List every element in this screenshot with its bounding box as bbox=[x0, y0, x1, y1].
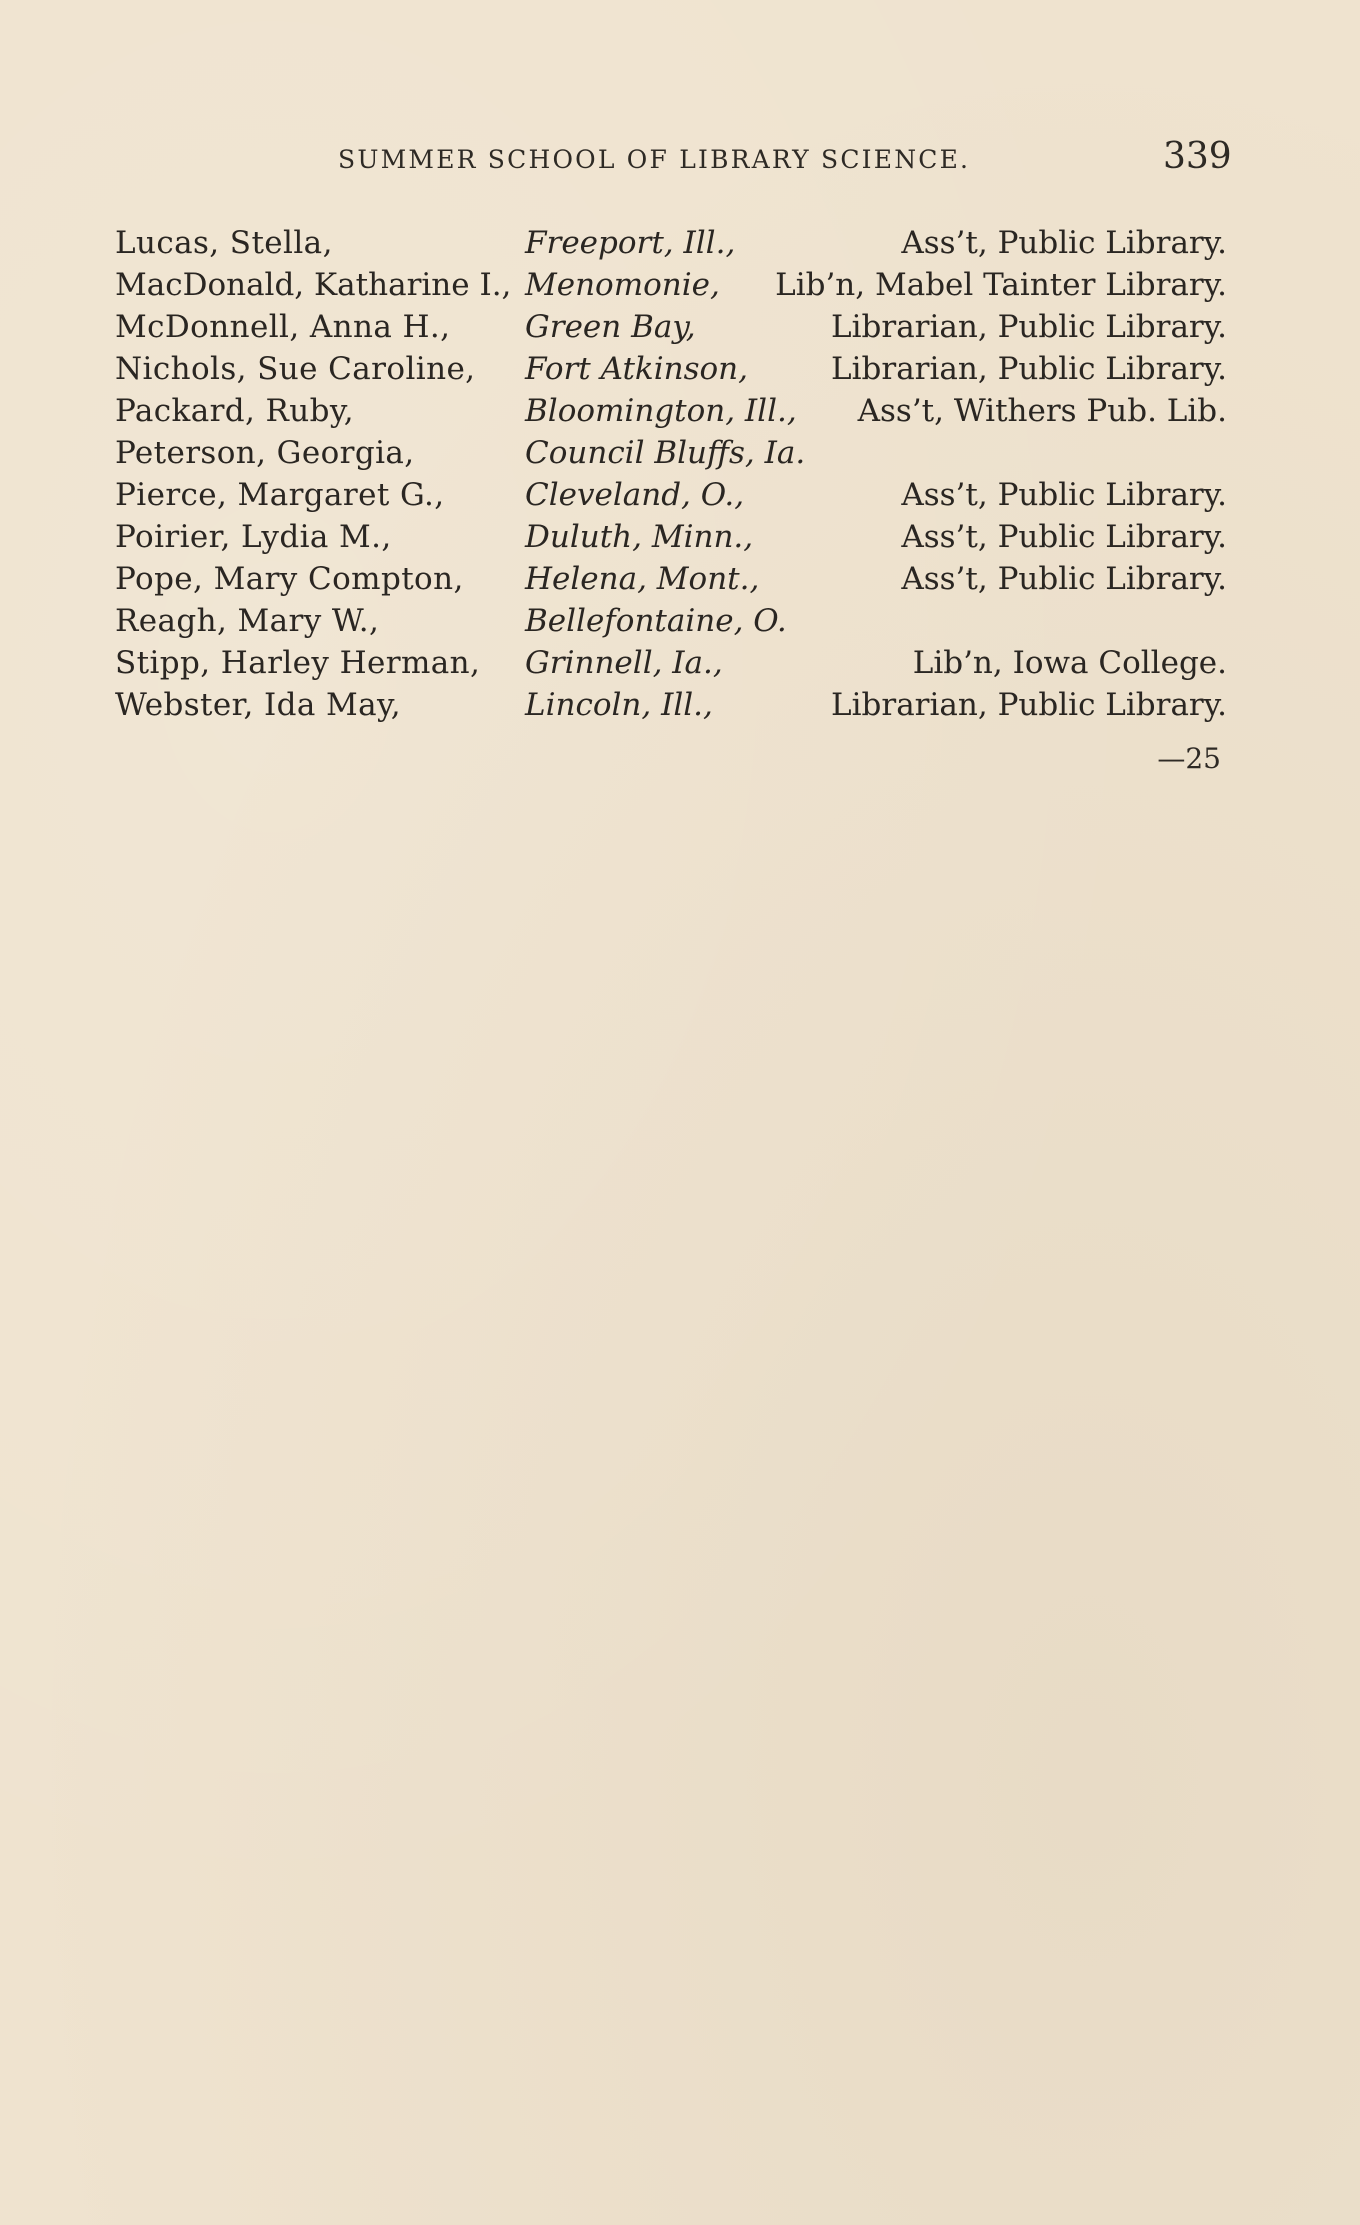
student-place: Menomonie, bbox=[525, 267, 720, 303]
list-item bbox=[115, 642, 1227, 684]
list-item bbox=[115, 516, 1227, 558]
student-name: MacDonald, Katharine I., bbox=[115, 267, 512, 303]
student-name: Nichols, Sue Caroline, bbox=[115, 351, 476, 387]
running-head: SUMMER SCHOOL OF LIBRARY SCIENCE. bbox=[338, 145, 971, 174]
student-name: Pope, Mary Compton, bbox=[115, 561, 464, 597]
student-name: Stipp, Harley Herman, bbox=[115, 645, 481, 681]
page-number: 339 bbox=[1163, 136, 1232, 177]
student-name: Reagh, Mary W., bbox=[115, 603, 380, 639]
student-place: Duluth, Minn., bbox=[525, 519, 754, 555]
student-position: Ass’t, Public Library. bbox=[901, 519, 1227, 555]
student-place: Council Bluffs, Ia. bbox=[525, 435, 806, 471]
list-item bbox=[115, 306, 1227, 348]
student-position: Librarian, Public Library. bbox=[831, 309, 1227, 345]
student-position: Librarian, Public Library. bbox=[831, 351, 1227, 387]
student-place: Lincoln, Ill., bbox=[525, 687, 713, 723]
student-name: Lucas, Stella, bbox=[115, 225, 333, 261]
list-item bbox=[115, 348, 1227, 390]
student-place: Bloomington, Ill., bbox=[525, 393, 797, 429]
student-name: Poirier, Lydia M., bbox=[115, 519, 392, 555]
list-item bbox=[115, 390, 1227, 432]
list-item bbox=[115, 684, 1227, 726]
student-place: Cleveland, O., bbox=[525, 477, 745, 513]
entry-count: —25 bbox=[1157, 742, 1221, 775]
list-item bbox=[115, 432, 1227, 474]
list-item bbox=[115, 264, 1227, 306]
student-list bbox=[115, 222, 1227, 726]
student-place: Freeport, Ill., bbox=[525, 225, 736, 261]
student-position: Librarian, Public Library. bbox=[831, 687, 1227, 723]
student-name: Pierce, Margaret G., bbox=[115, 477, 445, 513]
student-place: Grinnell, Ia., bbox=[525, 645, 723, 681]
student-place: Green Bay, bbox=[525, 309, 696, 345]
student-position: Ass’t, Public Library. bbox=[901, 561, 1227, 597]
student-position: Ass’t, Public Library. bbox=[901, 477, 1227, 513]
student-place: Helena, Mont., bbox=[525, 561, 760, 597]
student-position: Ass’t, Withers Pub. Lib. bbox=[857, 393, 1227, 429]
student-position: Lib’n, Mabel Tainter Library. bbox=[775, 267, 1227, 303]
list-item bbox=[115, 600, 1227, 642]
list-item bbox=[115, 558, 1227, 600]
list-item bbox=[115, 474, 1227, 516]
list-item bbox=[115, 222, 1227, 264]
student-position: Lib’n, Iowa College. bbox=[912, 645, 1227, 681]
student-name: Webster, Ida May, bbox=[115, 687, 402, 723]
student-name: McDonnell, Anna H., bbox=[115, 309, 451, 345]
student-place: Bellefontaine, O. bbox=[525, 603, 787, 639]
student-name: Packard, Ruby, bbox=[115, 393, 354, 429]
student-place: Fort Atkinson, bbox=[525, 351, 748, 387]
student-name: Peterson, Georgia, bbox=[115, 435, 415, 471]
student-position: Ass’t, Public Library. bbox=[901, 225, 1227, 261]
